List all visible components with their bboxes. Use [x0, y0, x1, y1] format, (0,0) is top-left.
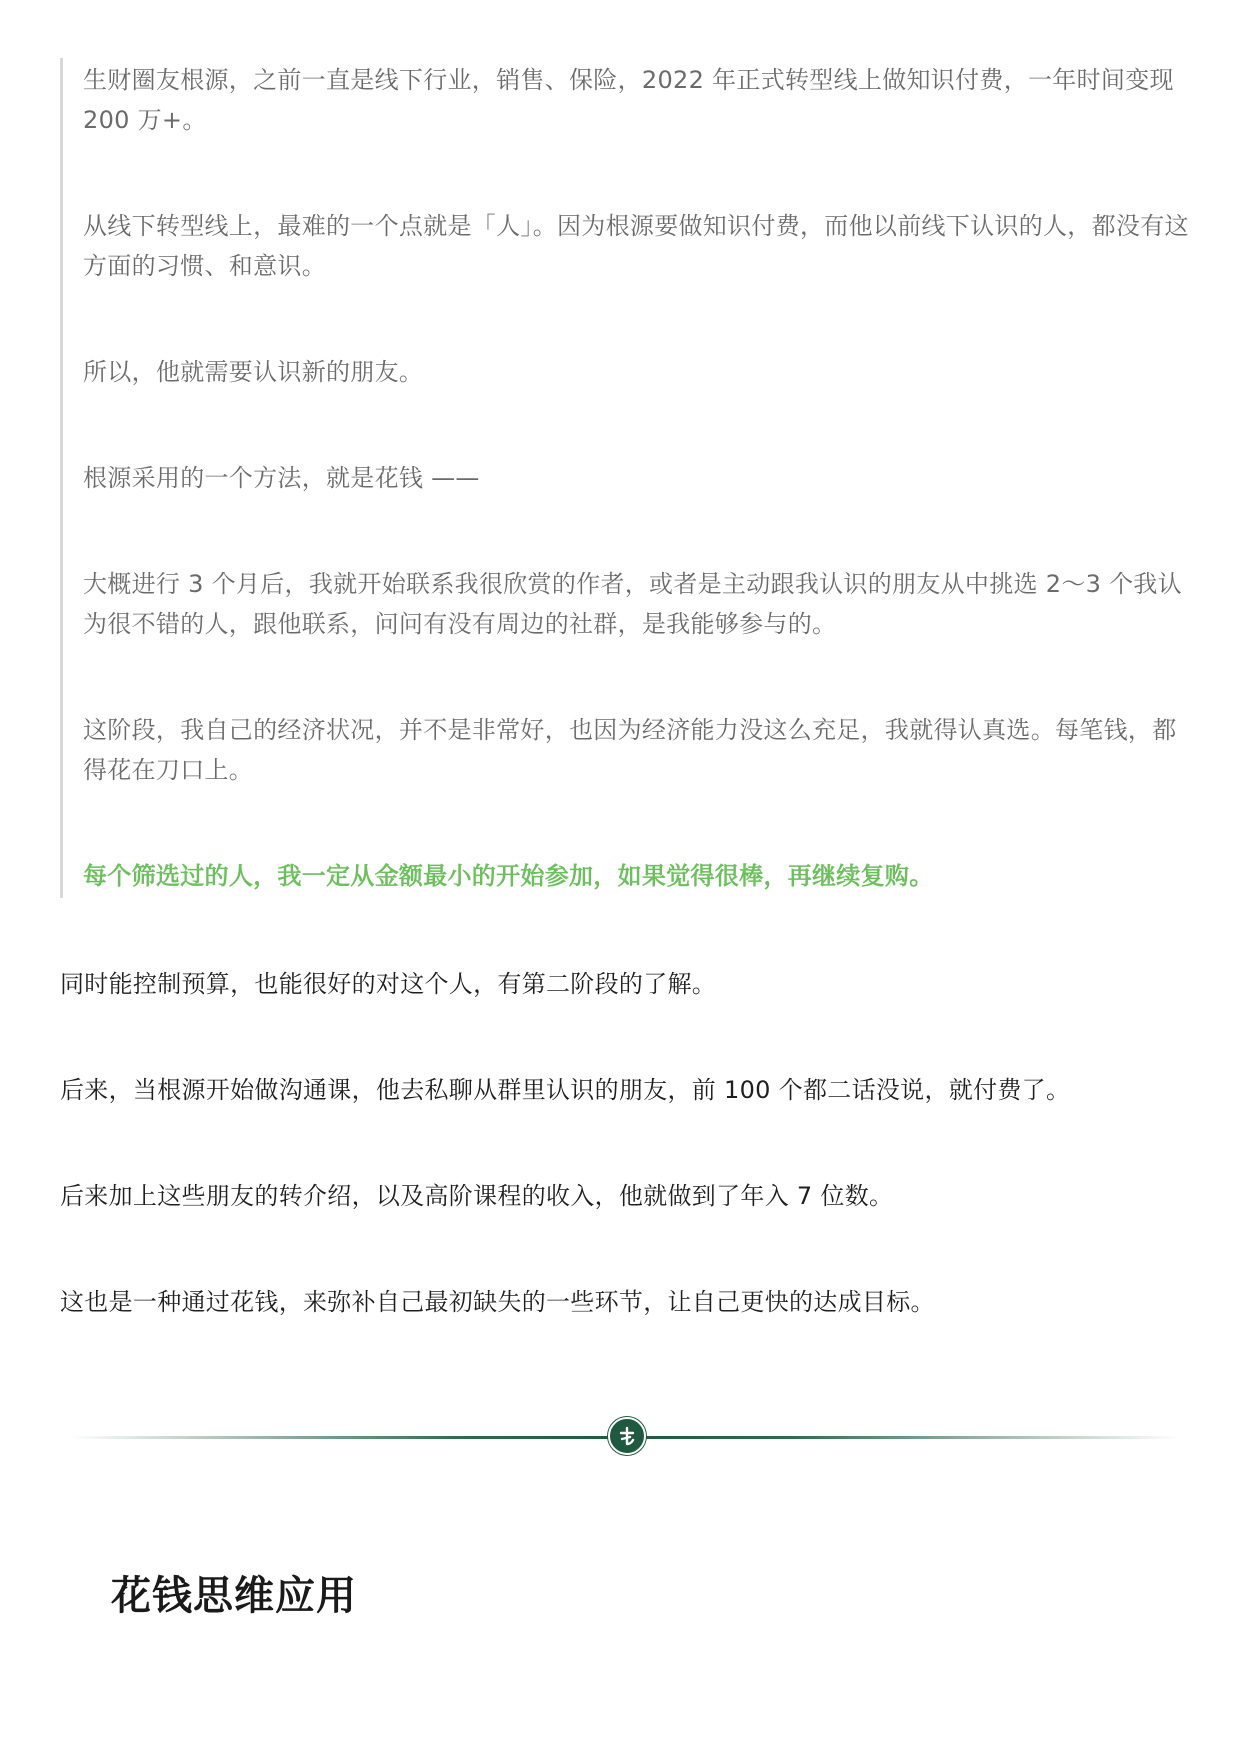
quote-paragraph-5: 大概进行 3 个月后，我就开始联系我很欣赏的作者，或者是主动跟我认识的朋友从中挑选 2～3 个我认为很不错的人，跟他联系，问问有没有周边的社群，是我能够参与的。 — [83, 570, 1183, 638]
seal-logo-icon — [608, 1417, 646, 1455]
quote-paragraph-1: 生财圈友根源，之前一直是线下行业，销售、保险，2022 年正式转型线上做知识付费，一年时间变现 200 万+。 — [83, 66, 1174, 134]
body-paragraph-4: 这也是一种通过花钱，来弥补自己最初缺失的一些环节，让自己更快的达成目标。 — [60, 1288, 935, 1316]
body-paragraph-3: 后来加上这些朋友的转介绍，以及高阶课程的收入，他就做到了年入 7 位数。 — [60, 1182, 894, 1210]
body-paragraph-1: 同时能控制预算，也能很好的对这个人，有第二阶段的了解。 — [60, 970, 717, 998]
quote-highlight: 每个筛选过的人，我一定从金额最小的开始参加，如果觉得很棒，再继续复购。 — [83, 862, 934, 890]
quote-paragraph-4: 根源采用的一个方法，就是花钱 —— — [83, 464, 480, 492]
blockquote — [60, 58, 1193, 898]
section-divider — [70, 1417, 1180, 1457]
quote-paragraph-2: 从线下转型线上，最难的一个点就是「人」。因为根源要做知识付费，而他以前线下认识的人，都没有这方面的习惯、和意识。 — [83, 212, 1189, 280]
section-title: 花钱思维应用 — [111, 1573, 357, 1619]
body-paragraph-2: 后来，当根源开始做沟通课，他去私聊从群里认识的朋友，前 100 个都二话没说，就付费了。 — [60, 1076, 1071, 1104]
quote-paragraph-3: 所以，他就需要认识新的朋友。 — [83, 358, 424, 386]
quote-paragraph-6: 这阶段，我自己的经济状况，并不是非常好，也因为经济能力没这么充足，我就得认真选。每笔钱，都得花在刀口上。 — [83, 716, 1177, 784]
